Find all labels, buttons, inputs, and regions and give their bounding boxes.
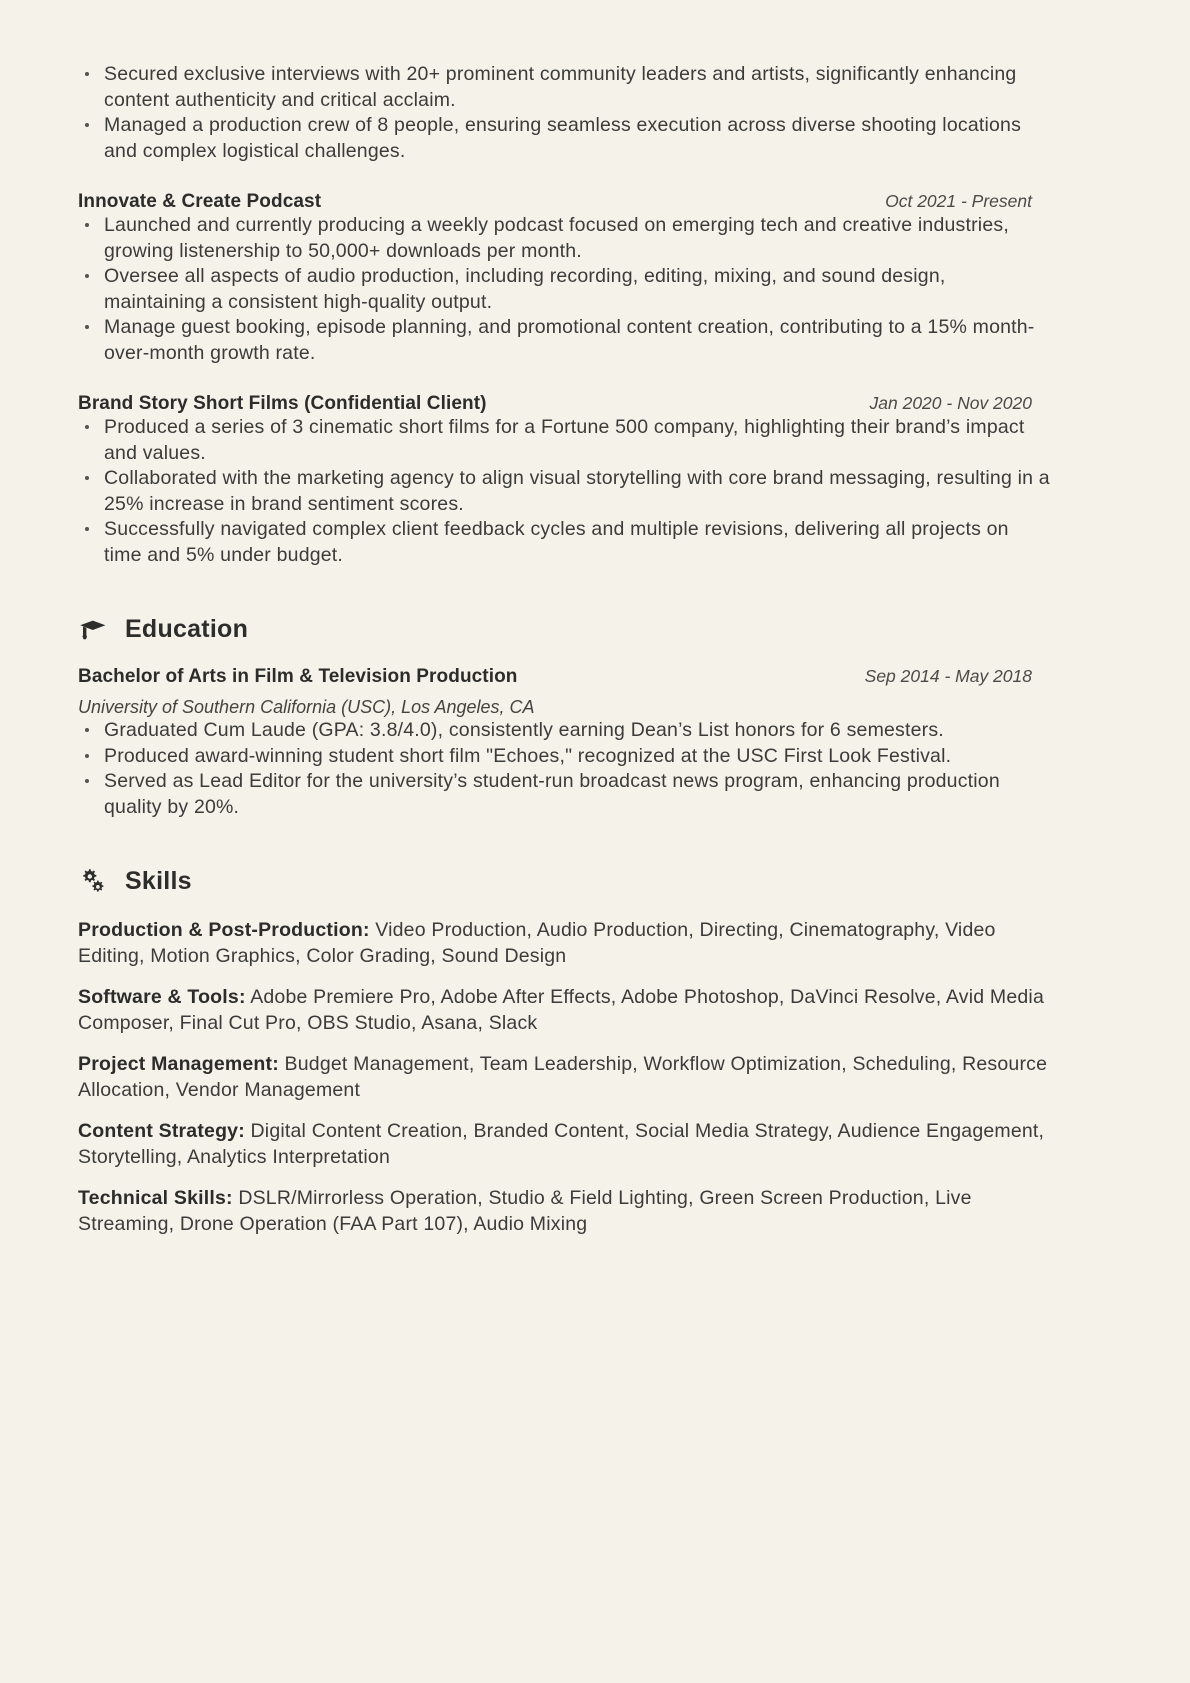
skill-category-row [78, 985, 1050, 1036]
bullet-text: Served as Lead Editor for the university’s student-run broadcast news program, enhancing production quality by 20%. [104, 770, 1000, 818]
bullet-text: Produced award-winning student short film "Echoes," recognized at the USC First Look Festival. [104, 744, 952, 767]
experience-title: Brand Story Short Films (Confidential Client) [78, 393, 487, 414]
bullet-dot-icon [85, 274, 89, 278]
list-item [78, 315, 1050, 366]
education-bullet-list [78, 718, 1050, 820]
skill-category-row [78, 1119, 1050, 1170]
bullet-dot-icon [85, 754, 89, 758]
list-item [78, 517, 1050, 568]
bullet-text: Launched and currently producing a weekly podcast focused on emerging tech and creative industries, growing listenership to 50,000+ downloads per month. [104, 214, 1009, 262]
list-item [78, 62, 1050, 113]
list-item [78, 769, 1050, 820]
experience-bullet-list [78, 415, 1050, 568]
skill-category-label: Project Management: [78, 1053, 279, 1075]
bullet-text: Secured exclusive interviews with 20+ prominent community leaders and artists, significantly enhancing content authenticity and critical acclaim. [104, 63, 1017, 111]
bullet-text: Oversee all aspects of audio production, including recording, editing, mixing, and sound design, maintaining a consistent high-quality output. [104, 265, 946, 313]
gears-icon [78, 866, 108, 896]
list-item [78, 113, 1050, 164]
skill-category-row [78, 918, 1050, 969]
bullet-dot-icon [85, 325, 89, 329]
skill-category-label: Technical Skills: [78, 1187, 233, 1209]
skill-category-items: Digital Content Creation, Branded Content, Social Media Strategy, Audience Engagement, Storytelling, Analytics Interpretation [78, 1120, 1045, 1168]
section-title: Skills [125, 866, 192, 895]
education-institution: University of Southern California (USC), Los Angeles, CA [78, 697, 535, 717]
bullet-text: Graduated Cum Laude (GPA: 3.8/4.0), consistently earning Dean’s List honors for 6 semesters. [104, 719, 944, 741]
bullet-dot-icon [85, 527, 89, 531]
skill-category-label: Production & Post-Production: [78, 919, 370, 941]
bullet-dot-icon [85, 425, 89, 429]
experience-title: Innovate & Create Podcast [78, 191, 322, 212]
bullet-text: Successfully navigated complex client feedback cycles and multiple revisions, delivering all projects on time and 5% under budget. [104, 518, 1009, 566]
list-item [78, 213, 1050, 264]
skill-category-items: Adobe Premiere Pro, Adobe After Effects, Adobe Photoshop, DaVinci Resolve, Avid Media Composer, Final Cut Pro, OBS Studio, Asana, Slack [78, 986, 1044, 1034]
skill-category-row [78, 1186, 1050, 1237]
experience-bullet-list [78, 213, 1050, 366]
continued-bullet-list [78, 62, 1050, 164]
bullet-dot-icon [85, 72, 89, 76]
bullet-text: Collaborated with the marketing agency to align visual storytelling with core brand messaging, resulting in a 25% increase in brand sentiment scores. [104, 467, 1050, 515]
education-entry-header [78, 666, 1050, 688]
bullet-dot-icon [85, 223, 89, 227]
education-degree: Bachelor of Arts in Film & Television Production [78, 666, 518, 687]
list-item [78, 744, 1050, 770]
skill-category-items: DSLR/Mirrorless Operation, Studio & Field Lighting, Green Screen Production, Live Streaming, Drone Operation (FAA Part 107), Audio Mixing [78, 1187, 972, 1235]
skill-category-label: Software & Tools: [78, 986, 246, 1008]
skill-category-items: Budget Management, Team Leadership, Workflow Optimization, Scheduling, Resource Allocation, Vendor Management [78, 1053, 1048, 1101]
section-header-skills [78, 866, 1050, 896]
graduation-cap-icon [78, 614, 108, 644]
skill-category-items: Video Production, Audio Production, Directing, Cinematography, Video Editing, Motion Graphics, Color Grading, Sound Design [78, 919, 996, 967]
experience-entry-header [78, 191, 1050, 213]
experience-entry-header [78, 393, 1050, 415]
skill-category-row [78, 1052, 1050, 1103]
list-item [78, 264, 1050, 315]
education-dates: Sep 2014 - May 2018 [864, 666, 1032, 686]
bullet-dot-icon [85, 779, 89, 783]
bullet-dot-icon [85, 476, 89, 480]
section-header-education [78, 614, 1050, 644]
experience-dates: Oct 2021 - Present [885, 191, 1032, 211]
skill-category-label: Content Strategy: [78, 1120, 245, 1142]
section-title: Education [125, 614, 249, 643]
bullet-text: Manage guest booking, episode planning, and promotional content creation, contributing to a 15% month-over-month growth rate. [104, 316, 1035, 364]
bullet-dot-icon [85, 123, 89, 127]
skills-list [78, 918, 1050, 1237]
list-item [78, 466, 1050, 517]
bullet-text: Managed a production crew of 8 people, ensuring seamless execution across diverse shooting locations and complex logistical challenges. [104, 114, 1022, 162]
bullet-text: Produced a series of 3 cinematic short films for a Fortune 500 company, highlighting their brand’s impact and values. [104, 416, 1025, 464]
list-item [78, 718, 1050, 744]
experience-dates: Jan 2020 - Nov 2020 [869, 393, 1032, 413]
bullet-dot-icon [85, 728, 89, 732]
list-item [78, 415, 1050, 466]
